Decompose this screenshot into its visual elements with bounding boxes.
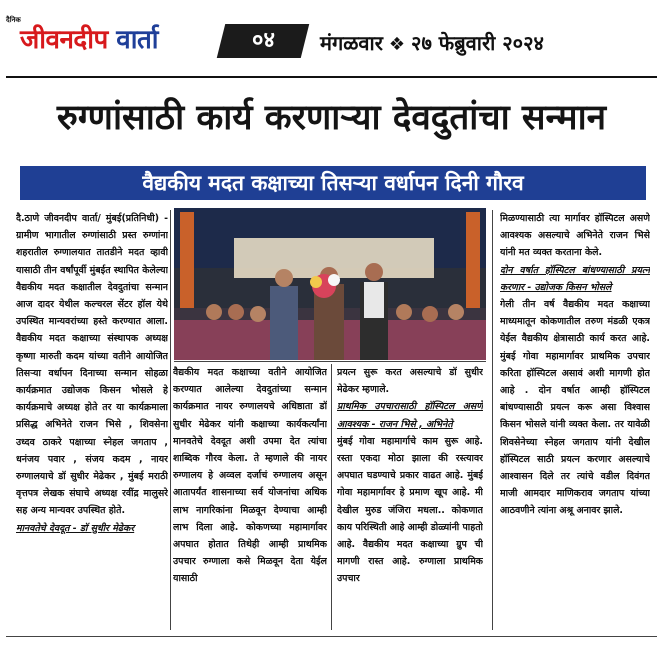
article-column-right (500, 210, 650, 630)
article-column-left (16, 210, 168, 630)
article-column-middle (173, 364, 327, 630)
page-number: ०४ (251, 28, 275, 53)
page-headline: रुग्णांसाठी कार्य करणाऱ्या देवदुतांचा सन्मान (56, 98, 607, 138)
issue-date (320, 30, 544, 58)
article-paragraph: गेली तीन वर्ष वैद्यकीय मदत कक्षाच्या माध्यमातून कोकणातील तरुण मंडळी एकत्र येईल वैद्यकीय क्षेत्रासाठी कार्य करत आहे. मुंबई गोवा महामार्गावर प्राथमिक उपचार करिता हॉस्पिटल असावं अशी मागणी होत आहे . दोन वर्षात आम्ही हॉस्पिटल बांधण्यासाठी प्रयत्न करू असा विश्वास किसन भोसले यांनी व्यक्त केला. तर यावेळी शिवसेनेच्या स्नेहल जगताप यांनी देखील हॉस्पिटल साठी प्रयत्न करणार असल्याचे आश्वासन दिले तर त्यांचे वडील दिवंगत माजी आमदार माणिकराव जगताप यांच्या आठवणीने त्यांना अश्रू अनावर झाले. (500, 299, 650, 517)
article-paragraph: प्रयत्न सुरू करत असल्याचे डॉ सुधीर मेढेकर म्हणाले. (337, 367, 483, 396)
weekday: मंगळवार (320, 31, 383, 55)
masthead (0, 0, 663, 76)
award-ceremony-photo-icon (174, 208, 486, 360)
article-paragraph: वैद्यकीय मदत कक्षाच्या वतीने आयोजित करण्यात आलेल्या देवदुतांच्या सन्मान कार्यक्रमात नायर रुग्णालयचे अधिष्ठाता डॉ सुधीर मेढेकर यांनी कक्षाच्या कार्यकर्त्यांना मानवतेचे देवदूत अशी उपमा देत त्यांचा शाब्दिक गौरव केला. ते म्हणाले की नायर रुग्णालय हे अव्वल दर्जाचं रुग्णालय असून आतापर्यंत शासनाच्या सर्व योजनांचा अधिक लाभ नागरिकांना मिळवून देण्याचा आम्ही लाभ दिला आहे. कोकणच्या महामार्गावर अपघात होतात तिथेही आम्ही प्राथमिक उपचार रुग्णाला कसे मिळवून देता येईल यासाठी (173, 367, 327, 585)
section-subheading: दोन वर्षात हॉस्पिटल बांधण्यासाठी प्रयत्न करणार - उद्योजक किसन भोसले (500, 264, 650, 293)
page-number-badge (217, 24, 309, 58)
column-divider (170, 210, 171, 630)
article-column-middle-2 (337, 364, 483, 630)
article-paragraph: मुंबई गोवा महामार्गाचे काम सुरू आहे. रस्ता एकदा मोठा झाला की रस्त्यावर अपघात घडण्याचे प्रकार वाढत आहे. मुंबई गोवा महामार्गावर हे प्रमाण खूप आहे. मी देखील मुरुड जंजिरा मधला.. कोकणात काय परिस्थिती आहे आम्ही डोळ्यांनी पाहतो आहे. वैद्यकीय मदत कक्षाच्या ग्रुप ची मागणी रास्त आहे. रुग्णाला प्राथमिक उपचार (337, 435, 483, 585)
article-paragraph: मिळण्यासाठी त्या मार्गावर हॉस्पिटल असणे आवश्यक असल्याचे अभिनेते राजन भिसे यांनी मत व्यक्त करताना केले. (500, 213, 650, 259)
column-divider (331, 364, 332, 630)
newspaper-name-blue: वार्ता (116, 25, 159, 55)
date-text: २७ फेब्रुवारी २०२४ (411, 31, 544, 55)
photo-divider (174, 361, 486, 362)
page-bottom-rule (6, 636, 657, 637)
section-subheading: प्राथमिक उपचारासाठी हॉस्पिटल असणे आवश्यक - राजन भिसे , अभिनेते (337, 401, 483, 430)
newspaper-logo (6, 16, 220, 64)
newspaper-name-red: जीवनदीप (20, 25, 108, 55)
article-paragraph: दै.ठाणे जीवनदीप वार्ता/ मुंबई(प्रतिनिधी) - ग्रामीण भागातील रुग्णांसाठी प्रस्त रुग्णांना शहरातील रुग्णालयात तातडीने मदत व्हावी यासाठी तीन वर्षांपूर्वी मुंबईत स्थापित केलेल्या वैद्यकीय मदत कक्षातील देवदुतांचा सन्मान आज दादर येथील कल्चरल सेंटर हॉल येथे उपस्थित मान्यवरांच्या हस्ते करण्यात आला. वैद्यकीय मदत कक्षाच्या संस्थापक अध्यक्ष कृष्णा मारुती कदम यांच्या वतीने आयोजित तिसऱ्या वर्धापन दिनाच्या सन्मान सोहळा कार्यक्रमात उद्योजक किसन भोसले हे कार्यक्रमाचे अध्यक्ष होते तर या कार्यक्रमाला प्रसिद्ध अभिनेते राजन भिसे , शिवसेना उध्दव ठाकरे पक्षाच्या स्नेहल जगताप , धनंजय पवार , संजय कदम , नायर रुग्णालयाचे डॉ सुधीर मेढेकर , मुंबई मराठी वृत्तपत्र लेखक संघाचे अध्यक्ष रवींद्र मालुसरे सह अन्य मान्यवर उपस्थित होते. (16, 213, 168, 517)
sub-headline-banner: वैद्यकीय मदत कक्षाच्या तिसऱ्या वर्धापन दिनी गौरव (20, 166, 646, 200)
diamond-separator-icon: ❖ (388, 34, 406, 55)
newspaper-name (20, 21, 158, 59)
column-divider (492, 210, 493, 630)
column-caption: मानवतेचे देवदूत - डॉ सुधीर मेढेकर (16, 522, 135, 534)
ceremony-photo (174, 208, 486, 360)
masthead-divider (6, 76, 657, 78)
logo-pre-title: दैनिक (6, 16, 21, 24)
